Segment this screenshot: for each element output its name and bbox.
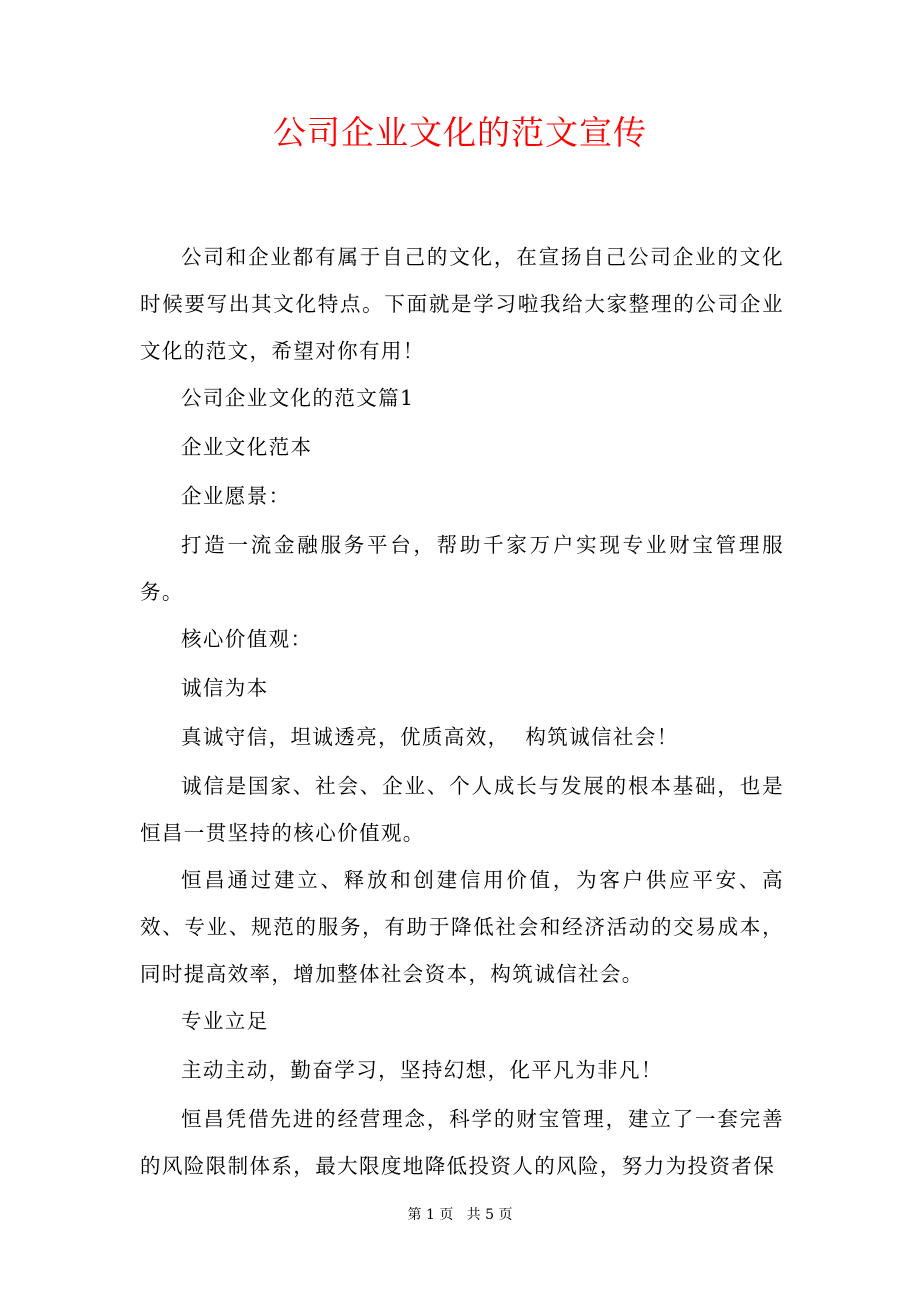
page-footer: 第 1 页 共 5 页 xyxy=(407,1207,513,1223)
subheading-vision: 企业愿景： xyxy=(181,484,291,508)
paragraph-vision: 打造一流金融服务平台，帮助千家万户实现专业财宝管理服务。 xyxy=(140,533,784,604)
paragraph-risk-management: 恒昌凭借先进的经营理念，科学的财宝管理，建立了一套完善的风险限制体系，最大限度地降低投资人的风险，努力为投资者保 xyxy=(140,1107,784,1178)
document-body xyxy=(140,234,784,1190)
paragraph-integrity-motto: 真诚守信，坦诚透亮，优质高效， 构筑诚信社会！ xyxy=(181,725,679,749)
paragraph-professional-motto: 主动主动，勤奋学习，坚持幻想，化平凡为非凡！ xyxy=(181,1058,663,1082)
section-heading: 公司企业文化的范文篇1 xyxy=(181,386,415,410)
subheading-core-values: 核心价值观： xyxy=(181,627,313,651)
paragraph-credit-value: 恒昌通过建立、释放和创建信用价值，为客户供应平安、高效、专业、规范的服务，有助于降低社会和经济活动的交易成本，同时提高效率，增加整体社会资本，构筑诚信社会。 xyxy=(140,868,784,986)
subheading-integrity: 诚信为本 xyxy=(181,676,269,700)
document-title: 公司企业文化的范文宣传 xyxy=(273,113,647,152)
paragraph-integrity-basis: 诚信是国家、社会、企业、个人成长与发展的根本基础，也是恒昌一贯坚持的核心价值观。 xyxy=(140,774,784,845)
subheading-professional: 专业立足 xyxy=(181,1009,269,1033)
subheading-template: 企业文化范本 xyxy=(181,435,313,459)
paragraph-intro: 公司和企业都有属于自己的文化，在宣扬自己公司企业的文化时候要写出其文化特点。下面就是学习啦我给大家整理的公司企业文化的范文，希望对你有用！ xyxy=(140,245,784,363)
